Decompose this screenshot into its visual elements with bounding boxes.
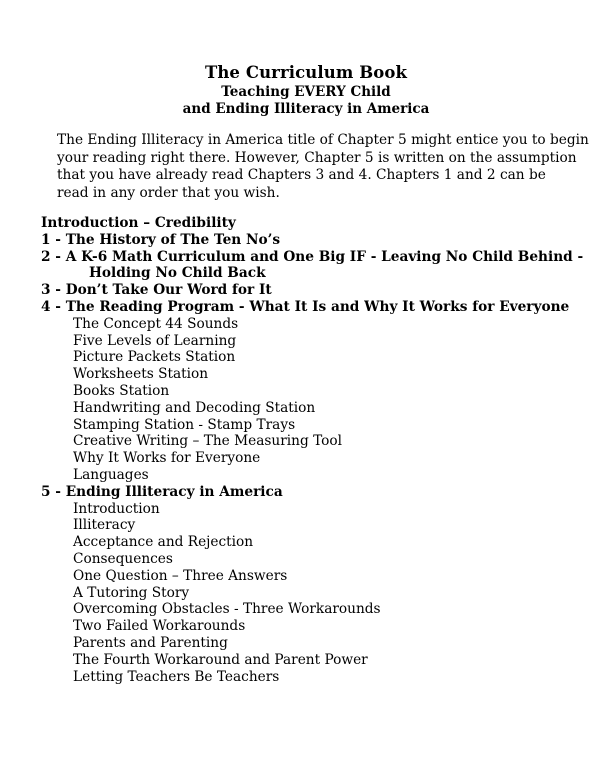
toc-chapter-5-item: Letting Teachers Be Teachers — [73, 668, 280, 685]
intro-line: that you have already read Chapters 3 and 4. Chapters 1 and 2 can be — [57, 167, 546, 183]
toc-chapter-5-item: A Tutoring Story — [73, 584, 190, 601]
toc-chapter-5-item: Introduction — [73, 500, 160, 517]
book-subtitle-line-2: and Ending Illiteracy in America — [182, 101, 430, 117]
book-subtitle-line-1: Teaching EVERY Child — [221, 84, 391, 100]
toc-chapter-4-item: The Concept 44 Sounds — [73, 315, 239, 332]
intro-paragraph — [57, 132, 587, 202]
toc-chapter-4-item: Picture Packets Station — [73, 349, 236, 366]
toc-chapter-4-item: Handwriting and Decoding Station — [73, 399, 316, 416]
toc-chapter-4-item: Five Levels of Learning — [73, 332, 237, 349]
intro-line: read in any order that you wish. — [57, 184, 280, 201]
toc-chapter-4-item: Worksheets Station — [73, 366, 209, 383]
toc-chapter-4-item: Languages — [73, 466, 149, 483]
toc-chapter-5-item: Acceptance and Rejection — [73, 534, 254, 551]
toc-chapter-5-item: The Fourth Workaround and Parent Power — [73, 651, 368, 668]
book-title: The Curriculum Book — [204, 63, 408, 82]
intro-line: your reading right there. However, Chapter 5 is written on the assumption — [57, 149, 577, 166]
toc-chapter-2: 2 - A K-6 Math Curriculum and One Big IF - Leaving No Child Behind - — [41, 248, 584, 265]
toc-chapter-5-item: One Question – Three Answers — [73, 567, 288, 584]
table-of-contents — [41, 215, 601, 685]
toc-chapter-5: 5 - Ending Illiteracy in America — [41, 483, 283, 500]
toc-chapter-4-item: Books Station — [73, 382, 170, 399]
toc-chapter-1: 1 - The History of The Ten No’s — [41, 231, 281, 248]
title-block — [0, 62, 612, 118]
intro-line: The Ending Illiteracy in America title of Chapter 5 might entice you to begin — [57, 132, 589, 148]
toc-chapter-5-item: Consequences — [73, 550, 173, 567]
toc-chapter-5-item: Illiteracy — [73, 517, 136, 534]
toc-chapter-5-item: Two Failed Workarounds — [73, 618, 246, 635]
toc-chapter-3: 3 - Don’t Take Our Word for It — [41, 282, 272, 299]
toc-chapter-5-item: Overcoming Obstacles - Three Workarounds — [73, 601, 381, 618]
toc-chapter-4-item: Why It Works for Everyone — [73, 450, 261, 467]
toc-introduction: Introduction – Credibility — [41, 215, 236, 231]
toc-chapter-4: 4 - The Reading Program - What It Is and Why It Works for Everyone — [41, 298, 570, 315]
toc-chapter-4-item: Stamping Station - Stamp Trays — [73, 416, 296, 433]
toc-chapter-2-continued: Holding No Child Back — [89, 265, 266, 282]
toc-chapter-5-item: Parents and Parenting — [73, 634, 228, 651]
toc-chapter-4-item: Creative Writing – The Measuring Tool — [73, 433, 342, 450]
